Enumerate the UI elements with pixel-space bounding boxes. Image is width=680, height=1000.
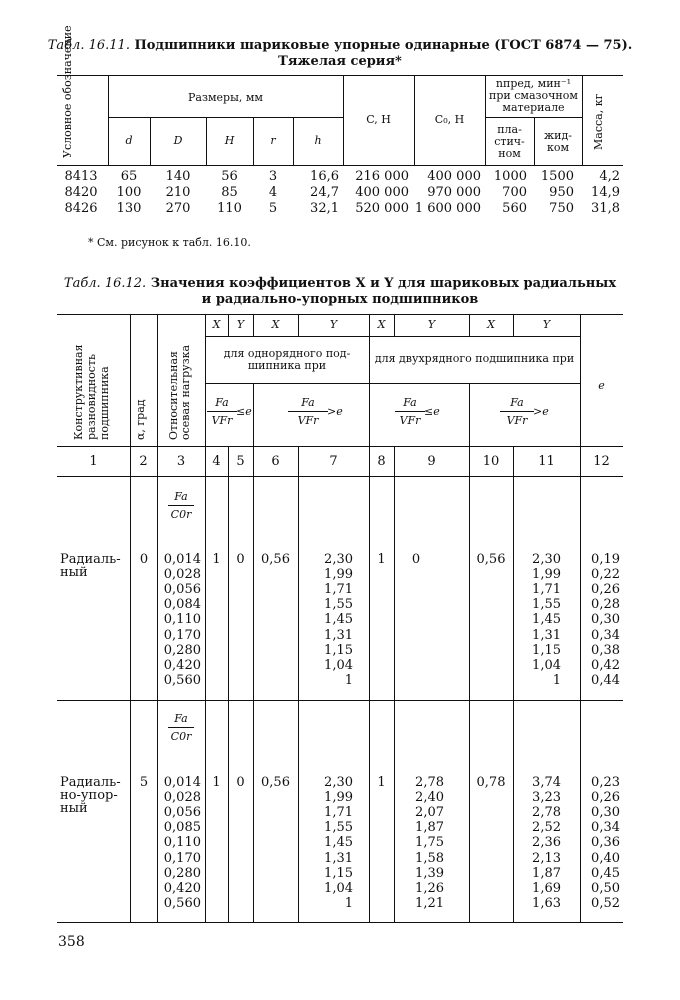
relative-load-value: 0,056 [163,582,201,598]
e-value: 0,36 [591,835,620,851]
header-designation: Условное обозначение [61,25,74,158]
table1-cell-C0: 1 600 000 [414,201,481,216]
y-double-le-value: 2,07 [415,805,444,821]
header-y4: Y [542,318,551,331]
column-number: 7 [329,454,338,469]
relative-load-value: 0,084 [163,597,201,613]
relative-load-value: 0,420 [163,880,201,896]
column-number: 4 [212,454,221,469]
e-value: 0,23 [591,775,620,790]
header-plastic: пла- стич- ном [494,123,525,160]
table1-cell-nl: 950 [549,185,574,200]
bearing-type: Радиаль- ный [60,552,121,580]
e-value: 0,45 [591,865,620,881]
table1-cell-np: 1000 [493,169,527,184]
x-single-le: 1 [212,775,221,790]
header-H: H [224,134,235,147]
y-double-gt-value: 1,45 [532,612,561,628]
table1-cell-D: 210 [165,185,191,200]
y-double-gt-value: 1,15 [532,642,561,658]
relative-load-value: 0,280 [163,642,201,658]
table1-cell-h: 16,6 [310,169,339,184]
load-fraction-header: Fa C0r [168,712,194,743]
relative-load-value: 0,560 [163,672,201,688]
header-bearing-type: Конструктивная разновидность подшипника [72,344,111,440]
e-value: 0,52 [591,895,620,911]
e-value: 0,22 [591,567,620,583]
header-y2: Y [329,318,338,331]
header-h: h [314,134,322,147]
cond-double-le-sign: ≤e [424,405,440,418]
relative-load-value: 0,056 [163,805,201,821]
relative-load-value: 0,170 [163,627,201,643]
table1-cell-np: 560 [502,201,527,216]
table1-cell-D: 270 [165,201,191,216]
cond-double-gt-sign: >e [533,405,549,418]
y-single-gt-value: 1 [344,895,353,911]
y-double-gt-value: 1,69 [532,880,561,896]
y-double-gt-value: 1,87 [532,865,561,881]
y-double-gt-value: 2,78 [532,805,561,821]
page-number: 358 [58,934,85,950]
column-number: 5 [236,454,245,469]
y-double-gt-value: 3,74 [532,775,561,790]
relative-load-value: 0,170 [163,850,201,866]
table1-cell-des: 8426 [64,201,98,216]
y-double-le-value: 1,21 [415,895,444,911]
y-single-gt-value: 1,99 [324,790,353,806]
column-number: 10 [482,454,500,469]
y-single-gt-value: 1 [344,672,353,688]
load-fraction-header: Fa C0r [168,490,194,521]
table1-cell-nl: 750 [549,201,574,216]
table1-cell-r: 3 [268,169,278,184]
contact-angle: 5 [139,775,149,790]
column-number: 2 [139,454,148,469]
relative-load-value: 0,085 [163,820,201,836]
y-single-le: 0 [236,775,245,790]
e-value: 0,44 [591,672,620,688]
cond-single-le: Fa VFr [207,396,237,427]
y-double-gt-value: 1,04 [532,657,561,673]
relative-load-value: 0,014 [163,552,201,567]
table1-cell-C0: 970 000 [427,185,481,200]
y-double-gt-value: 2,36 [532,835,561,851]
table1-title: Подшипники шариковые упорные одинарные (ГОСТ 6874 — 75). [134,38,633,53]
y-double-le-value: 1,87 [415,820,444,836]
y-single-gt-value: 1,99 [324,567,353,583]
table1-cell-np: 700 [502,185,527,200]
header-sizes: Размеры, мм [188,91,263,104]
y-single-gt-value: 1,45 [324,612,353,628]
y-double-le-value: 2,78 [415,775,444,790]
header-e: e [598,379,605,392]
e-value: 0,40 [591,850,620,866]
e-value: 0,50 [591,880,620,896]
relative-load-value: 0,014 [163,775,201,790]
table1-cell-D: 140 [165,169,191,184]
table1-cell-H: 85 [221,185,238,200]
relative-load-value: 0,560 [163,895,201,911]
relative-load-value: 0,280 [163,865,201,881]
e-value: 0,30 [591,805,620,821]
y-double-le-value: 1,39 [415,865,444,881]
table2-title: Значения коэффициентов X и Y для шариковых радиальных [150,276,617,291]
y-double-gt-value: 1,71 [532,582,561,598]
y-double-le: 0 [411,552,421,567]
table1-cell-d: 130 [116,201,142,216]
y-single-gt-value: 2,30 [324,775,353,790]
e-value: 0,34 [591,820,620,836]
y-single-gt-value: 1,15 [324,642,353,658]
x-double-gt: 0,78 [476,775,506,790]
header-n-limit: nпред, мин⁻¹ при смазочном материале [489,77,578,114]
y-double-gt-value: 2,13 [532,850,561,866]
table1-cell-r: 5 [268,201,278,216]
e-value: 0,42 [591,657,620,673]
column-number: 1 [89,454,98,469]
e-value: 0,34 [591,627,620,643]
y-single-gt-value: 1,55 [324,820,353,836]
cond-double-le: Fa VFr [395,396,425,427]
y-single-gt-value: 1,55 [324,597,353,613]
header-x4: X [487,318,495,331]
table1-cell-C: 520 000 [355,201,409,216]
y-single-gt-value: 1,31 [324,850,353,866]
y-double-le-value: 1,26 [415,880,444,896]
table1-cell-m: 4,2 [599,169,620,184]
table1-cell-H: 56 [221,169,238,184]
table1-footnote: * См. рисунок к табл. 16.10. [88,236,251,249]
header-liquid: жид- ком [544,129,572,154]
e-value: 0,30 [591,612,620,628]
header-r: r [270,134,276,147]
column-number: 8 [377,454,386,469]
column-number: 6 [271,454,280,469]
header-relative-load: Относительная осевая нагрузка [167,344,192,440]
y-single-gt-value: 1,31 [324,627,353,643]
header-D: D [173,134,183,147]
table1-caption-line2: Тяжелая серия* [278,54,402,69]
y-single-gt-value: 1,15 [324,865,353,881]
table1-caption [0,38,680,54]
header-d: d [125,134,133,147]
y-double-gt-value: 1,99 [532,567,561,583]
table1-cell-nl: 1500 [540,169,574,184]
cond-single-gt-sign: >e [327,405,343,418]
cond-double-gt: Fa VFr [500,396,534,427]
table1-cell-m: 14,9 [591,185,620,200]
e-value: 0,38 [591,642,620,658]
table1-cell-C0: 400 000 [427,169,481,184]
y-single-gt-value: 1,04 [324,880,353,896]
relative-load-value: 0,110 [163,835,201,851]
table2-number: Табл. 16.12. [63,276,147,291]
table1-number: Табл. 16.11. [47,38,130,53]
relative-load-value: 0,028 [163,567,201,583]
header-double-row: для двухрядного подшипника при [374,352,575,365]
y-double-gt-value: 3,23 [532,790,561,806]
y-single-gt-value: 1,04 [324,657,353,673]
table1-cell-H: 110 [217,201,242,216]
header-x2: X [271,318,280,331]
table1-cell-d: 65 [120,169,138,184]
y-double-le-value: 1,75 [415,835,444,851]
header-C0: C₀, Н [434,113,465,126]
table1-cell-h: 24,7 [310,185,339,200]
y-double-gt-value: 2,52 [532,820,561,836]
column-number: 3 [176,454,186,469]
x-double-le: 1 [377,552,386,567]
table1-cell-des: 8413 [64,169,98,184]
cond-single-le-sign: ≤e [236,405,252,418]
table2-caption-line2: и радиально-упорных подшипников [201,292,479,307]
e-value: 0,26 [591,582,620,598]
x-single-gt: 0,56 [261,552,290,567]
y-double-gt-value: 1,63 [532,895,561,911]
y-single-gt-value: 1,71 [324,805,353,821]
column-number: 12 [593,454,610,469]
cond-single-gt: Fa VFr [288,396,328,427]
header-y3: Y [427,318,436,331]
e-value: 0,28 [591,597,620,613]
column-number: 11 [538,454,555,469]
bearing-type: Радиаль- но-упор- ный [60,775,121,816]
y-double-gt-value: 2,30 [532,552,561,567]
table1-cell-des: 8420 [64,185,98,200]
y-double-gt-value: 1 [552,672,561,688]
header-x3: X [377,318,386,331]
y-double-gt-value: 1,55 [532,597,561,613]
table1-cell-C: 400 000 [355,185,409,200]
y-single-gt-value: 1,45 [324,835,353,851]
table2-caption [0,276,680,292]
header-y1: Y [236,318,245,331]
table1-cell-h: 32,1 [310,201,339,216]
y-single-le: 0 [236,552,245,567]
x-double-le: 1 [377,775,386,790]
relative-load-value: 0,420 [163,657,201,673]
x-single-le: 1 [212,552,221,567]
relative-load-value: 0,110 [163,612,201,628]
header-x1: X [212,318,221,331]
y-single-gt-value: 2,30 [324,552,353,567]
header-alpha: α, град [134,399,147,440]
y-double-le-value: 1,58 [415,850,444,866]
table1-cell-d: 100 [116,185,142,200]
x-double-gt: 0,56 [476,552,506,567]
header-single-row: для однорядного под- шипника при [223,347,351,372]
table1-cell-C: 216 000 [355,169,409,184]
y-double-le-value: 2,40 [415,790,444,806]
y-single-gt-value: 1,71 [324,582,353,598]
table1-cell-m: 31,8 [591,201,620,216]
header-C: C, Н [366,113,391,126]
table1-cell-r: 4 [268,185,278,200]
e-value: 0,19 [591,552,620,567]
x-single-gt: 0,56 [261,775,290,790]
relative-load-value: 0,028 [163,790,201,806]
e-value: 0,26 [591,790,620,806]
y-double-gt-value: 1,31 [532,627,561,643]
column-number: 9 [427,454,436,469]
contact-angle: 0 [139,552,149,567]
header-mass: Масса, кг [592,93,605,150]
